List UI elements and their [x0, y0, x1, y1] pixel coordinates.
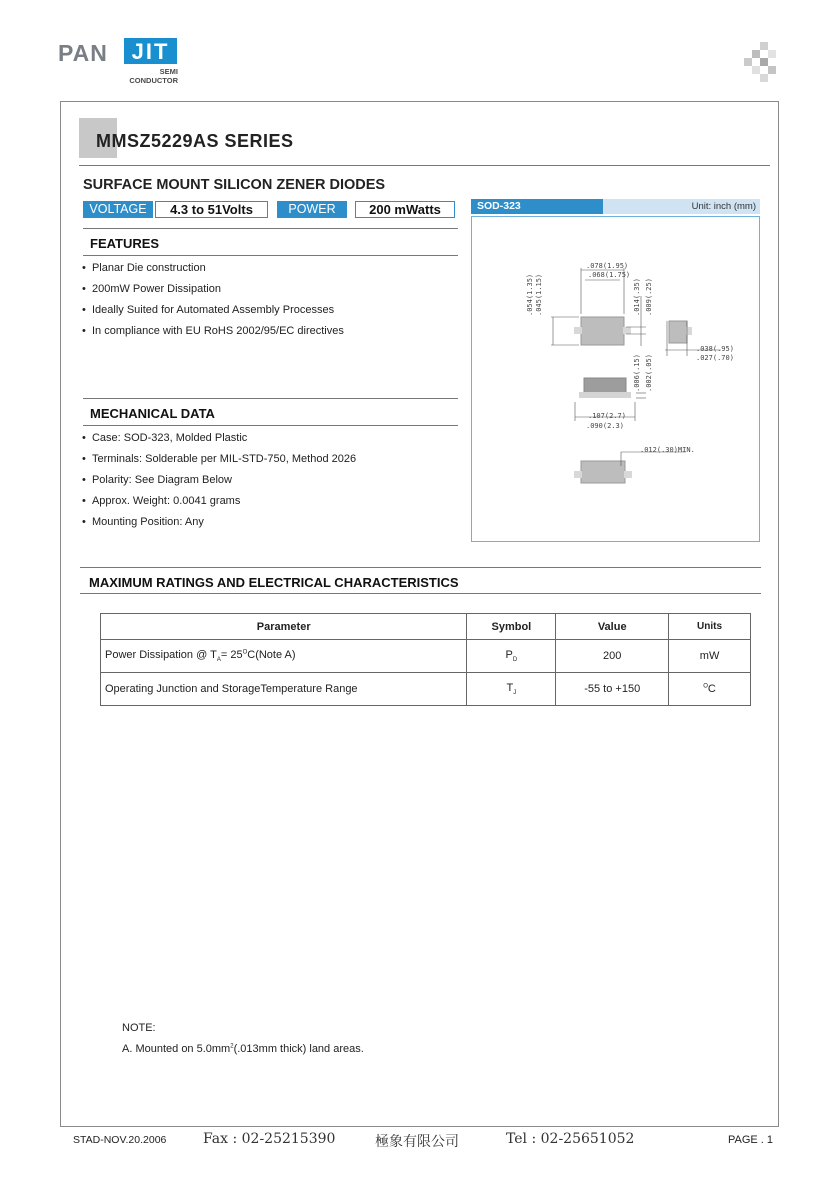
table-row: [101, 640, 751, 673]
param-text: C(Note A): [247, 648, 296, 661]
header-value: Value: [556, 614, 669, 640]
mechanical-text: Case: SOD-323, Molded Plastic: [91, 432, 248, 444]
dim-label: .107(2.7): [588, 412, 626, 420]
deco-square: [768, 66, 776, 74]
footer-fax: Fax : 02-25215390: [203, 1131, 336, 1147]
product-subtitle: SURFACE MOUNT SILICON ZENER DIODES: [83, 177, 386, 193]
logo-brand-right: JIT: [124, 38, 177, 64]
feature-text: 200mW Power Dissipation: [91, 283, 221, 295]
cell-value: 200: [556, 640, 669, 673]
ratings-title: MAXIMUM RATINGS AND ELECTRICAL CHARACTERISTICS: [89, 575, 459, 590]
deco-square: [760, 74, 768, 82]
mechanical-text: Terminals: Solderable per MIL-STD-750, Method 2026: [91, 453, 357, 465]
dim-label: .038(.95): [696, 345, 734, 353]
header-units: Units: [669, 614, 751, 640]
list-item: • Case: SOD-323, Molded Plastic: [82, 432, 248, 444]
dim-label: .002(.05): [645, 354, 653, 392]
dim-label: .078(1.95): [586, 262, 629, 270]
dim-label: .027(.70): [696, 354, 734, 362]
list-item: • In compliance with EU RoHS 2002/95/EC directives: [82, 325, 344, 337]
side-view-body: [669, 321, 687, 343]
voltage-label: VOLTAGE: [83, 201, 153, 218]
bottom-view-lead-left: [574, 471, 582, 478]
param-text: Power Dissipation @ T: [105, 648, 217, 661]
cell-symbol: [467, 673, 556, 706]
mechanical-text: Polarity: See Diagram Below: [91, 474, 232, 486]
front-view-leads: [579, 392, 631, 398]
units-text: C: [707, 683, 716, 695]
list-item: • Approx. Weight: 0.0041 grams: [82, 495, 241, 507]
title-divider: [79, 165, 770, 166]
note-sup: 2: [230, 1043, 234, 1050]
header-parameter: Parameter: [101, 614, 467, 640]
symbol-sub: D: [512, 657, 518, 664]
power-label: POWER: [277, 201, 347, 218]
footer-tel: Tel : 02-25651052: [506, 1131, 635, 1147]
note-label: NOTE:: [122, 1022, 156, 1034]
footer-page: PAGE . 1: [728, 1134, 774, 1146]
list-item: • Planar Die construction: [82, 262, 206, 274]
page-title: MMSZ5229AS SERIES: [96, 131, 294, 151]
logo-subtitle: [124, 67, 178, 85]
cell-units: [669, 640, 751, 673]
footer-company: 極象有限公司: [375, 1134, 459, 1150]
note-text-part: A. Mounted on 5.0mm: [122, 1043, 231, 1055]
top-view-body: [581, 317, 624, 345]
table-header-row: [101, 614, 751, 640]
features-bottom-line: [83, 255, 458, 256]
top-view-lead-right: [623, 327, 631, 334]
dim-label: .045(1.15): [535, 273, 543, 316]
mechanical-top-line: [83, 398, 458, 399]
mechanical-text: Mounting Position: Any: [91, 516, 204, 528]
footer-date: STAD-NOV.20.2006: [73, 1134, 167, 1146]
logo-sub-line1: SEMI: [159, 67, 178, 76]
deco-square: [760, 42, 768, 50]
cell-parameter: [101, 640, 467, 673]
mechanical-title: MECHANICAL DATA: [90, 406, 215, 421]
symbol-text: T: [506, 681, 514, 694]
dim-label: .009(.25): [645, 278, 653, 316]
symbol-text: P: [505, 648, 513, 661]
note-text: [122, 1043, 364, 1055]
feature-text: Planar Die construction: [91, 262, 206, 274]
dim-label: .068(1.75): [588, 271, 631, 279]
param-sub: A: [216, 657, 221, 664]
feature-text: Ideally Suited for Automated Assembly Processes: [91, 304, 335, 316]
cell-parameter: [101, 673, 467, 706]
deco-square: [752, 66, 760, 74]
param-sup: O: [242, 649, 248, 656]
mechanical-text: Approx. Weight: 0.0041 grams: [91, 495, 241, 507]
cell-units: [669, 673, 751, 706]
dim-label: .006(.15): [633, 354, 641, 392]
voltage-value: 4.3 to 51Volts: [155, 201, 268, 218]
features-title: FEATURES: [90, 236, 160, 251]
dim-label: .014(.35): [633, 278, 641, 316]
units-sup: O: [703, 683, 708, 690]
logo-brand-left: PAN: [58, 40, 108, 66]
mechanical-bottom-line: [83, 425, 458, 426]
cell-symbol: [467, 640, 556, 673]
symbol-sub: J: [513, 690, 517, 697]
features-top-line: [83, 228, 458, 229]
list-item: • Polarity: See Diagram Below: [82, 474, 232, 486]
ratings-top-line: [80, 567, 761, 568]
header-symbol: Symbol: [467, 614, 556, 640]
ratings-bottom-line: [80, 593, 761, 594]
bottom-view-body: [581, 461, 625, 483]
list-item: • 200mW Power Dissipation: [82, 283, 221, 295]
dim-label: .090(2.3): [586, 422, 624, 430]
cell-value: -55 to +150: [556, 673, 669, 706]
power-value: 200 mWatts: [355, 201, 455, 218]
units-text: mW: [699, 650, 720, 662]
deco-square: [744, 58, 752, 66]
logo-sub-line2: CONDUCTOR: [129, 76, 178, 85]
note-text-part: (.013mm thick) land areas.: [233, 1043, 364, 1055]
list-item: • Ideally Suited for Automated Assembly Processes: [82, 304, 335, 316]
deco-square: [760, 58, 768, 66]
param-text: Operating Junction and StorageTemperature Range: [105, 683, 358, 695]
bottom-view-lead-right: [624, 471, 632, 478]
ratings-table: [100, 613, 751, 706]
dim-label: .012(.30)MIN.: [640, 446, 695, 454]
package-unit: Unit: inch (mm): [691, 201, 756, 212]
list-item: • Terminals: Solderable per MIL-STD-750, Method 2026: [82, 453, 357, 465]
deco-square: [768, 50, 776, 58]
list-item: • Mounting Position: Any: [82, 516, 204, 528]
feature-text: In compliance with EU RoHS 2002/95/EC directives: [91, 325, 344, 337]
param-text: = 25: [220, 648, 243, 661]
table-row: [101, 673, 751, 706]
top-view-lead-left: [574, 327, 582, 334]
package-name: SOD-323: [471, 199, 603, 214]
dim-label: .054(1.35): [526, 273, 534, 316]
deco-square: [752, 50, 760, 58]
